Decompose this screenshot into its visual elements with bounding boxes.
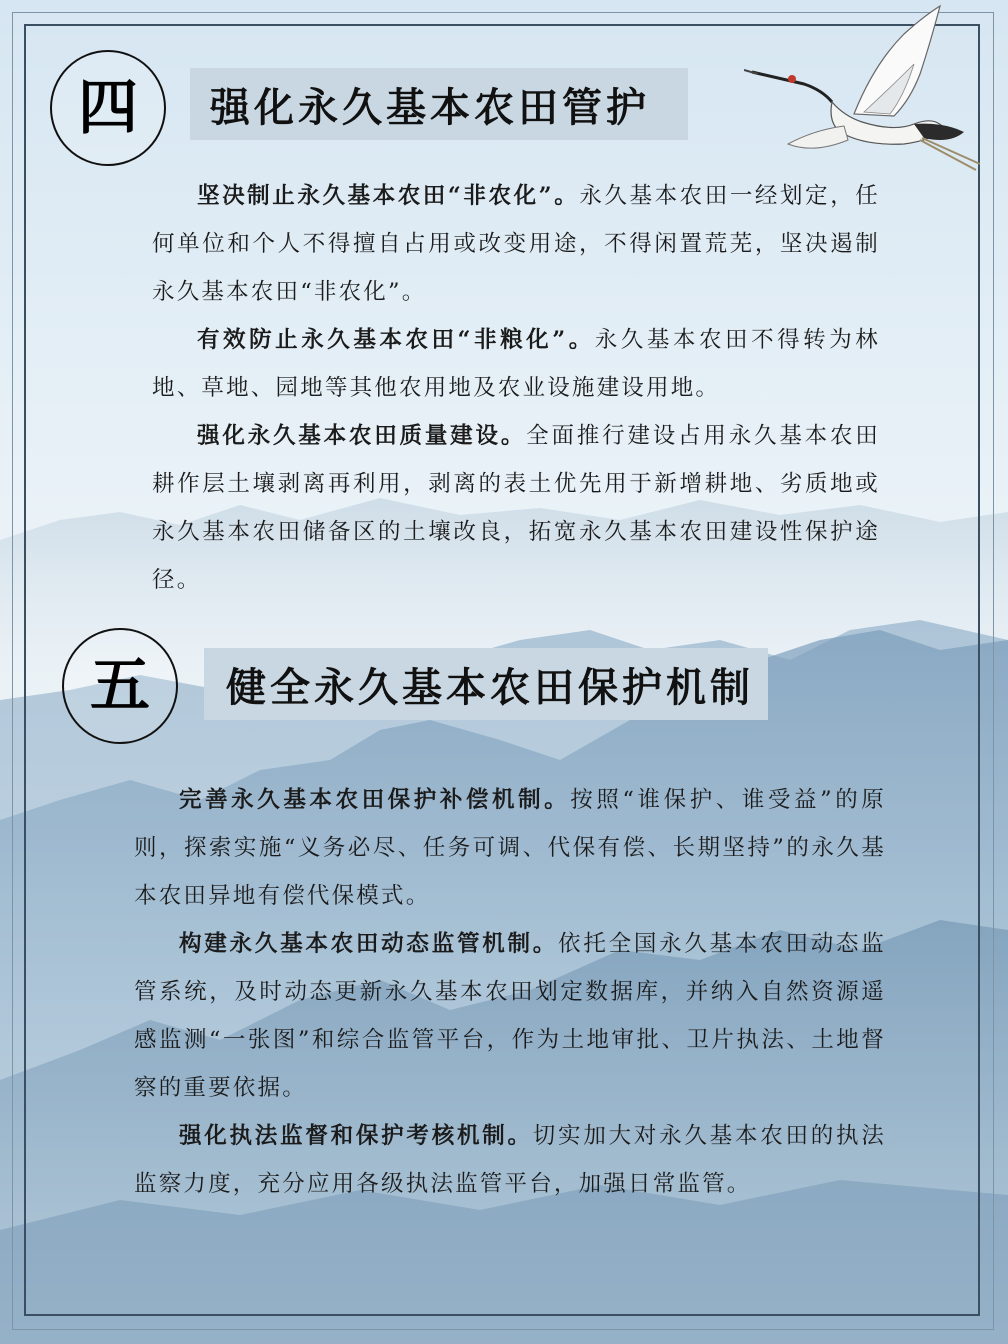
paragraph-lead: 构建永久基本农田动态监管机制。 — [179, 931, 559, 957]
section-title-bar — [190, 68, 688, 140]
paragraph-lead: 完善永久基本农田保护补偿机制。 — [179, 787, 571, 813]
section-number-circle — [50, 50, 166, 166]
section-title: 健全永久基本农田保护机制 — [226, 663, 754, 711]
paragraph-lead: 有效防止永久基本农田“非粮化”。 — [197, 327, 595, 353]
paragraph-body: 依托全国永久基本农田动态监管系统，及时动态更新永久基本农田划定数据库，并纳入自然资源遥感监测“一张图”和综合监管平台，作为土地审批、卫片执法、土地督察的重要依据。 — [134, 931, 886, 1101]
paragraph-body: 永久基本农田一经划定，任何单位和个人不得擅自占用或改变用途，不得闲置荒芜，坚决遏制永久基本农田“非农化”。 — [152, 183, 880, 305]
section-number: 四 — [78, 73, 138, 143]
paragraph-body: 永久基本农田不得转为林地、草地、园地等其他农用地及农业设施建设用地。 — [152, 327, 880, 401]
paragraph — [152, 172, 880, 316]
section-body — [134, 776, 886, 1208]
paragraph — [134, 776, 886, 920]
section-number: 五 — [90, 651, 150, 721]
paragraph-lead: 强化执法监督和保护考核机制。 — [179, 1123, 533, 1149]
section-title-bar — [204, 648, 768, 720]
section-title: 强化永久基本农田管护 — [210, 83, 650, 131]
paragraph-body: 按照“谁保护、谁受益”的原则，探索实施“义务必尽、任务可调、代保有偿、长期坚持”的永久基本农田异地有偿代保模式。 — [134, 787, 886, 909]
paragraph-body: 全面推行建设占用永久基本农田耕作层土壤剥离再利用，剥离的表土优先用于新增耕地、劣质地或永久基本农田储备区的土壤改良，拓宽永久基本农田建设性保护途径。 — [152, 423, 880, 593]
crane-illustration — [744, 4, 988, 174]
paragraph — [134, 920, 886, 1112]
paragraph-lead: 强化永久基本农田质量建设。 — [197, 423, 527, 449]
paragraph — [152, 316, 880, 412]
paragraph-body: 切实加大对永久基本农田的执法监察力度，充分应用各级执法监管平台，加强日常监管。 — [134, 1123, 886, 1197]
section-number-circle — [62, 628, 178, 744]
paragraph — [134, 1112, 886, 1208]
paragraph — [152, 412, 880, 604]
paragraph-lead: 坚决制止永久基本农田“非农化”。 — [197, 183, 580, 209]
section-body — [152, 172, 880, 604]
